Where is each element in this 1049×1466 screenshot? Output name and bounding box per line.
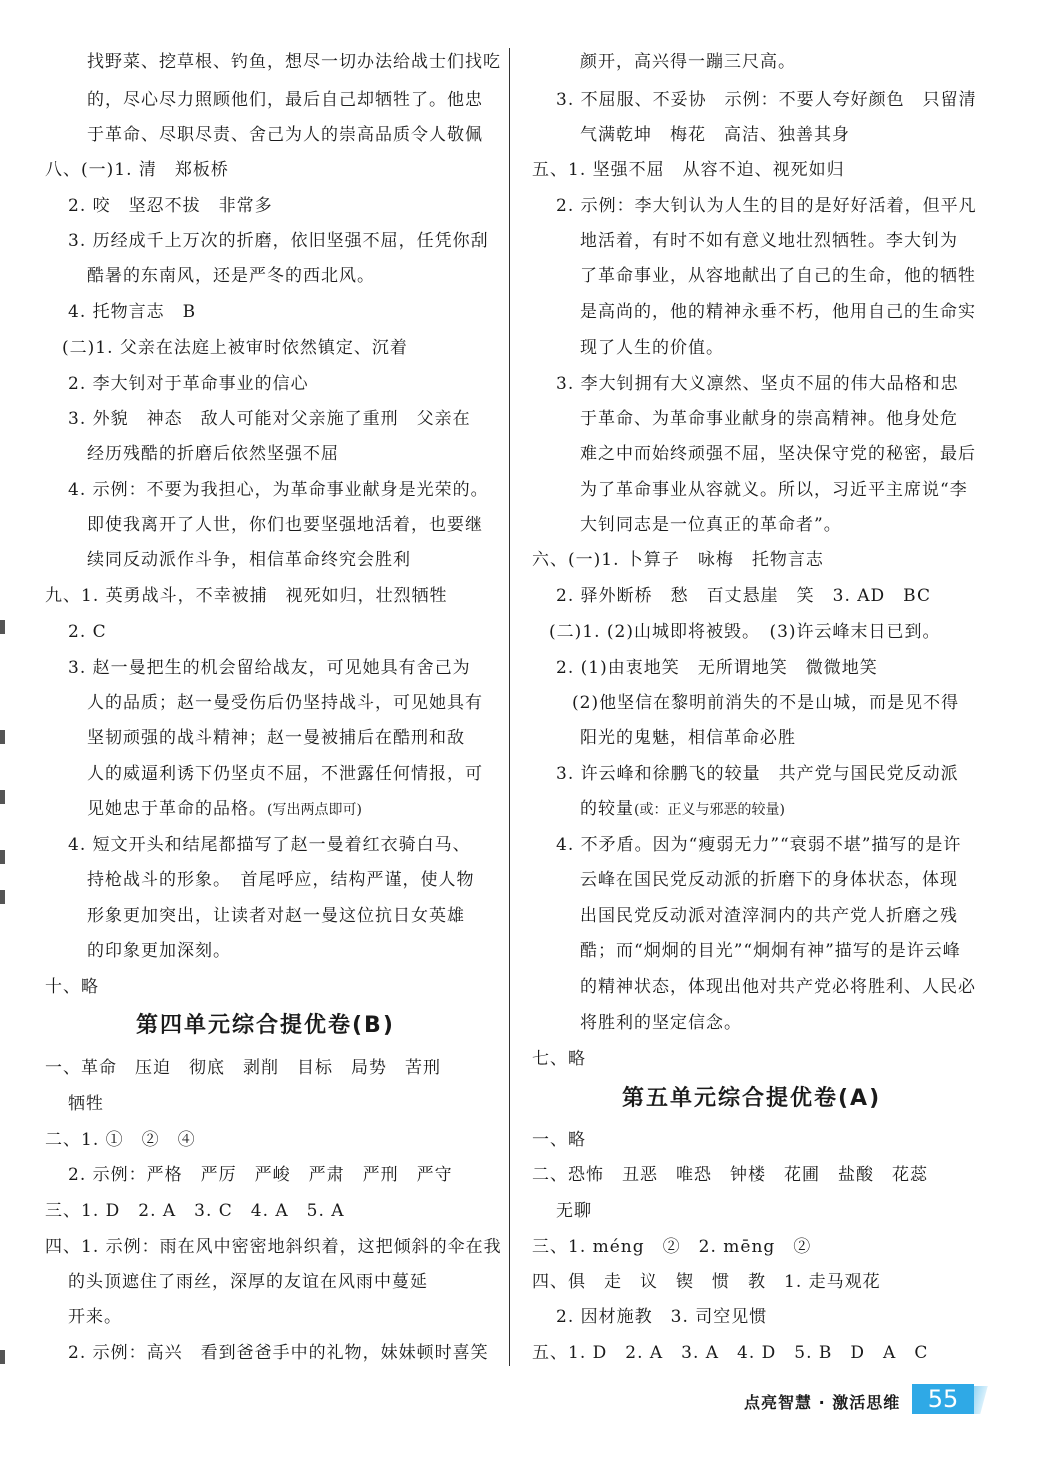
answer-line: 3. 历经成千上万次的折磨，依旧坚强不屈，任凭你刮 (68, 231, 489, 251)
answer-line: 是高尚的，他的精神永垂不朽，他用自己的生命实 (580, 302, 976, 322)
section-line: 三、1. D 2. A 3. C 4. A 5. A (45, 1201, 345, 1221)
answer-line: 2. 因材施教 3. 司空见惯 (556, 1307, 768, 1327)
answer-line: 现了人生的价值。 (580, 338, 724, 358)
section-line: 四、1. 示例：雨在风中密密地斜织着，这把倾斜的伞在我 (45, 1237, 502, 1257)
answer-line (87, 797, 362, 822)
section-line: 七、略 (532, 1049, 586, 1069)
answer-line: 3. 许云峰和徐鹏飞的较量 共产党与国民党反动派 (556, 764, 959, 784)
section-line: 五、1. D 2. A 3. A 4. D 5. B D A C (532, 1343, 929, 1363)
answer-line: 2. 驿外断桥 愁 百丈悬崖 笑 3. AD BC (556, 586, 931, 606)
binding-mark (0, 1350, 5, 1364)
answer-line: 于革命、为革命事业献身的崇高精神。他身处危 (580, 409, 958, 429)
answer-line: 地活着，有时不如有意义地壮烈牺牲。李大钊为 (580, 231, 958, 251)
answer-line: 4. 短文开头和结尾都描写了赵一曼着红衣骑白马、 (68, 835, 471, 855)
answer-line: 经历残酷的折磨后依然坚强不屈 (87, 444, 339, 464)
answer-line: 坚韧顽强的战斗精神；赵一曼被捕后在酷刑和敌 (87, 728, 465, 748)
answer-line: 续同反动派作斗争，相信革命终究会胜利 (87, 550, 411, 570)
answer-line: 难之中而始终顽强不屈，坚决保守党的秘密，最后 (580, 444, 976, 464)
answer-line: 形象更加突出，让读者对赵一曼这位抗日女英雄 (87, 906, 465, 926)
column-divider (509, 48, 510, 1366)
binding-mark (0, 790, 5, 804)
section-line: 四、俱 走 议 锲 惯 教 1. 走马观花 (532, 1272, 881, 1292)
answer-line: 的头顶遮住了雨丝，深厚的友谊在风雨中蔓延 (68, 1272, 428, 1292)
answer-line: (2)他坚信在黎明前消失的不是山城，而是见不得 (572, 693, 960, 713)
answer-line: (二)1. 父亲在法庭上被审时依然镇定、沉着 (62, 338, 408, 358)
answer-line: 2. 咬 坚忍不拔 非常多 (68, 196, 273, 216)
answer-note: (或：正义与邪恶的较量) (634, 802, 785, 818)
answer-line: 了革命事业，从容地献出了自己的生命，他的牺牲 (580, 266, 976, 286)
answer-line: 3. 赵一曼把生的机会留给战友，可见她具有舍己为 (68, 658, 471, 678)
section-line: 二、1. ① ② ④ (45, 1130, 196, 1150)
answer-line: 颜开，高兴得一蹦三尺高。 (580, 52, 796, 72)
answer-line: 于革命、尽职尽责、舍己为人的崇高品质令人敬佩 (87, 125, 483, 145)
answer-note: (写出两点即可) (267, 802, 362, 818)
binding-mark (0, 850, 5, 864)
answer-line: 4. 示例：不要为我担心，为革命事业献身是光荣的。 (68, 480, 489, 500)
answer-line: 2. 李大钊对于革命事业的信心 (68, 374, 309, 394)
answer-line: 2. 示例：严格 严厉 严峻 严肃 严刑 严守 (68, 1165, 453, 1185)
answer-line: 2. C (68, 622, 107, 642)
answer-line: 2. 示例：高兴 看到爸爸手中的礼物，妹妹顿时喜笑 (68, 1343, 489, 1363)
section-line: 一、略 (532, 1130, 586, 1150)
answer-line: 人的威逼利诱下仍坚贞不屈，不泄露任何情报，可 (87, 764, 483, 784)
section-line: 五、1. 坚强不屈 从容不迫、视死如归 (532, 160, 845, 180)
answer-text: 见她忠于革命的品格。 (87, 799, 267, 819)
answer-line: 大钊同志是一位真正的革命者”。 (580, 515, 842, 535)
section-line: 八、(一)1. 清 郑板桥 (45, 160, 229, 180)
answer-line: 3. 不屈服、不妥协 示例：不要人夸好颜色 只留清 (556, 90, 977, 110)
answer-text: 的较量 (580, 799, 634, 819)
answer-line: 持枪战斗的形象。 首尾呼应，结构严谨，使人物 (87, 870, 475, 890)
footer-slogan: 点亮智慧 · 激活思维 (744, 1393, 901, 1412)
answer-line: 3. 外貌 神态 敌人可能对父亲施了重刑 父亲在 (68, 409, 471, 429)
unit-4-heading: 第四单元综合提优卷(B) (136, 1013, 395, 1038)
page-number: 55 (912, 1384, 974, 1414)
answer-line: 的，尽心尽力照顾他们，最后自己却牺牲了。他忠 (87, 90, 483, 110)
answer-line: 开来。 (68, 1307, 122, 1327)
answer-line: 2. (1)由衷地笑 无所谓地笑 微微地笑 (556, 658, 878, 678)
section-line: 九、1. 英勇战斗，不幸被捕 视死如归，壮烈牺牲 (45, 586, 448, 606)
answer-line: 酷；而“炯炯的目光”“炯炯有神”描写的是许云峰 (580, 941, 961, 961)
answer-line: 气满乾坤 梅花 高洁、独善其身 (580, 125, 850, 145)
answer-line: 无聊 (556, 1201, 592, 1221)
section-line: 一、革命 压迫 彻底 剥削 目标 局势 苦刑 (45, 1058, 441, 1078)
section-line: 十、略 (45, 977, 99, 997)
answer-line: 找野菜、挖草根、钓鱼，想尽一切办法给战士们找吃 (87, 52, 501, 72)
answer-line: 4. 不矛盾。因为“瘦弱无力”“衰弱不堪”描写的是许 (556, 835, 962, 855)
answer-line: 即使我离开了人世，你们也要坚强地活着，也要继 (87, 515, 483, 535)
answer-line: 将胜利的坚定信念。 (580, 1013, 742, 1033)
answer-line: 云峰在国民党反动派的折磨下的身体状态，体现 (580, 870, 958, 890)
binding-mark (0, 890, 5, 904)
section-line: 二、恐怖 丑恶 唯恐 钟楼 花圃 盐酸 花蕊 (532, 1165, 928, 1185)
answer-line: 的印象更加深刻。 (87, 941, 231, 961)
section-line: 六、(一)1. 卜算子 咏梅 托物言志 (532, 550, 824, 570)
answer-line: 3. 李大钊拥有大义凛然、坚贞不屈的伟大品格和忠 (556, 374, 959, 394)
section-line: 三、1. méng ② 2. mēng ② (532, 1237, 812, 1257)
answer-line: 的精神状态，体现出他对共产党必将胜利、人民必 (580, 977, 976, 997)
answer-line: 酷暑的东南风，还是严冬的西北风。 (87, 266, 375, 286)
unit-5-heading: 第五单元综合提优卷(A) (622, 1086, 882, 1111)
answer-line: 出国民党反动派对渣滓洞内的共产党人折磨之残 (580, 906, 958, 926)
answer-line: 牺牲 (68, 1094, 104, 1114)
answer-line (580, 797, 785, 822)
answer-line: (二)1. (2)山城即将被毁。 (3)许云峰末日已到。 (549, 622, 941, 642)
answer-line: 4. 托物言志 B (68, 302, 197, 322)
binding-mark (0, 620, 5, 634)
answer-line: 阳光的鬼魅，相信革命必胜 (580, 728, 796, 748)
answer-line: 为了革命事业从容就义。所以，习近平主席说“李 (580, 480, 968, 500)
binding-mark (0, 730, 5, 744)
answer-line: 人的品质；赵一曼受伤后仍坚持战斗，可见她具有 (87, 693, 483, 713)
answer-line: 2. 示例：李大钊认为人生的目的是好好活着，但平凡 (556, 196, 977, 216)
